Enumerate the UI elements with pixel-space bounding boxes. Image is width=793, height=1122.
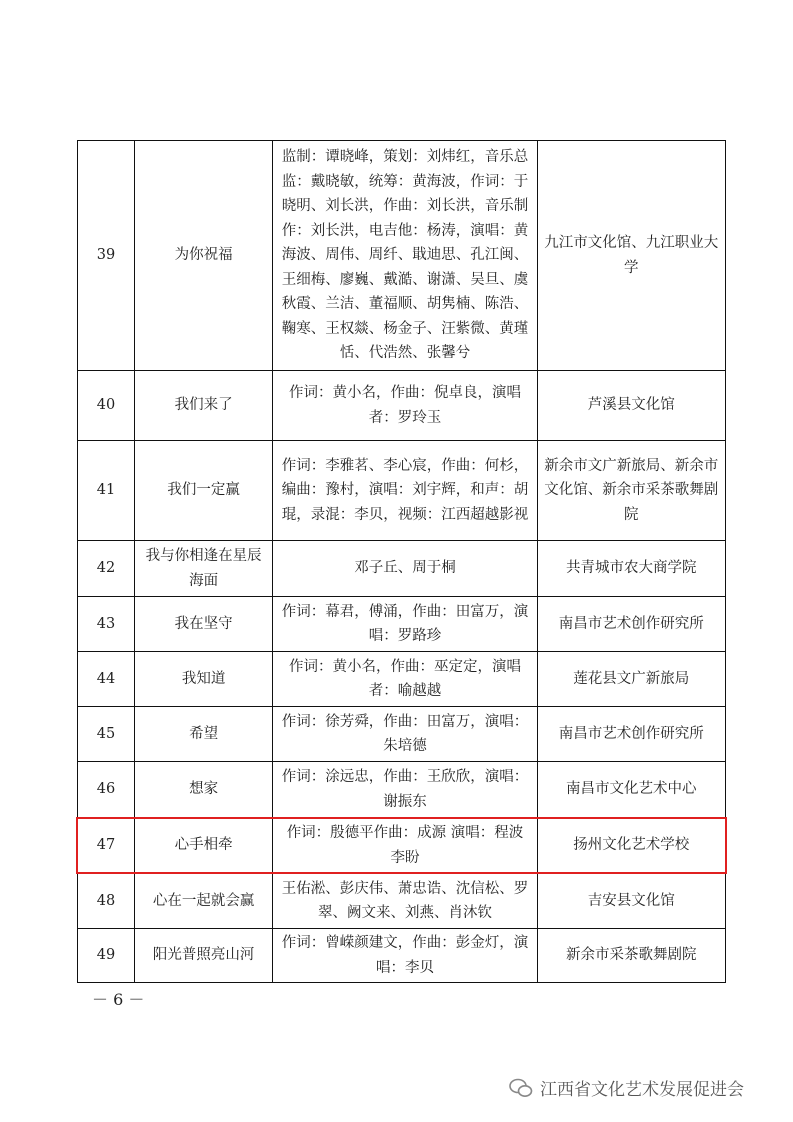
submitting-unit: 新余市文广新旅局、新余市文化馆、新余市采茶歌舞剧院 [537, 441, 725, 541]
table-row [78, 371, 726, 441]
table-row [78, 141, 726, 371]
work-credits: 邓子丘、周于桐 [273, 541, 537, 597]
row-number: 44 [78, 652, 135, 707]
table-row [78, 652, 726, 707]
table-row [78, 541, 726, 597]
table-row [78, 707, 726, 762]
work-credits: 作词：涂远忠，作曲：王欣欣，演唱：谢振东 [273, 762, 537, 818]
work-title: 心手相牵 [134, 818, 273, 874]
submitting-unit: 扬州文化艺术学校 [537, 818, 725, 874]
work-credits: 王佑淞、彭庆伟、萧忠诰、沈信松、罗翠、阙文来、刘燕、肖沐钦 [273, 874, 537, 929]
submitting-unit: 南昌市艺术创作研究所 [537, 597, 725, 652]
submitting-unit: 莲花县文广新旅局 [537, 652, 725, 707]
row-number: 48 [78, 874, 135, 929]
table-row [78, 441, 726, 541]
work-credits: 作词：殷德平作曲：成源 演唱：程波 李盼 [273, 818, 537, 874]
row-number: 47 [78, 818, 135, 874]
work-title: 我们来了 [134, 371, 273, 441]
work-title: 我在坚守 [134, 597, 273, 652]
watermark [508, 1075, 744, 1100]
work-title: 我知道 [134, 652, 273, 707]
work-title: 希望 [134, 707, 273, 762]
submitting-unit: 南昌市艺术创作研究所 [537, 707, 725, 762]
submitting-unit: 共青城市农大商学院 [537, 541, 725, 597]
work-credits: 作词：徐芳舜，作曲：田富万，演唱：朱培德 [273, 707, 537, 762]
row-number: 40 [78, 371, 135, 441]
submitting-unit: 新余市采茶歌舞剧院 [537, 929, 725, 983]
table-row [78, 929, 726, 983]
work-credits: 作词：曾嵘颜建文，作曲：彭金灯，演唱：李贝 [273, 929, 537, 983]
submitting-unit: 南昌市文化艺术中心 [537, 762, 725, 818]
row-number: 46 [78, 762, 135, 818]
row-number: 41 [78, 441, 135, 541]
work-credits: 作词：黄小名，作曲：巫定定，演唱者：喻越越 [273, 652, 537, 707]
work-title: 想家 [134, 762, 273, 818]
table-row [78, 597, 726, 652]
row-number: 42 [78, 541, 135, 597]
work-credits: 作词：幕君，傅涌，作曲：田富万，演唱：罗路珍 [273, 597, 537, 652]
row-number: 43 [78, 597, 135, 652]
works-table [77, 140, 726, 983]
table-row [78, 762, 726, 818]
work-title: 我们一定赢 [134, 441, 273, 541]
work-credits: 监制：谭晓峰，策划：刘炜红，音乐总监：戴晓敏，统筹：黄海波，作词：于晓明、刘长洪，作曲：刘长洪，音乐制作：刘长洪，电吉他：杨涛，演唱：黄海波、周伟、周纤、戢迪思、孔江闽、王细梅、廖巍、戴澔、谢潇、吴旦、虞秋霞、兰洁、董福顺、胡隽楠、陈浩、鞠寒、王权燚、杨金子、汪紫微、黄瑾恬、代浩然、张馨兮 [273, 141, 537, 371]
submitting-unit: 九江市文化馆、九江职业大学 [537, 141, 725, 371]
wechat-icon [508, 1077, 534, 1099]
watermark-text: 江西省文化艺术发展促进会 [540, 1080, 744, 1100]
submitting-unit: 芦溪县文化馆 [537, 371, 725, 441]
work-credits: 作词：黄小名，作曲：倪卓良，演唱者：罗玲玉 [273, 371, 537, 441]
row-number: 49 [78, 929, 135, 983]
work-title: 我与你相逢在星辰海面 [134, 541, 273, 597]
work-title: 阳光普照亮山河 [134, 929, 273, 983]
work-title: 为你祝福 [134, 141, 273, 371]
work-title: 心在一起就会赢 [134, 874, 273, 929]
row-number: 39 [78, 141, 135, 371]
table-row [78, 818, 726, 874]
work-credits: 作词：李雅茗、李心宸，作曲：何杉，编曲：豫村，演唱：刘宇辉，和声：胡琨，录混：李贝，视频：江西超越影视 [273, 441, 537, 541]
submitting-unit: 吉安县文化馆 [537, 874, 725, 929]
page-number: － 6 － [92, 990, 145, 1009]
table-row [78, 874, 726, 929]
row-number: 45 [78, 707, 135, 762]
